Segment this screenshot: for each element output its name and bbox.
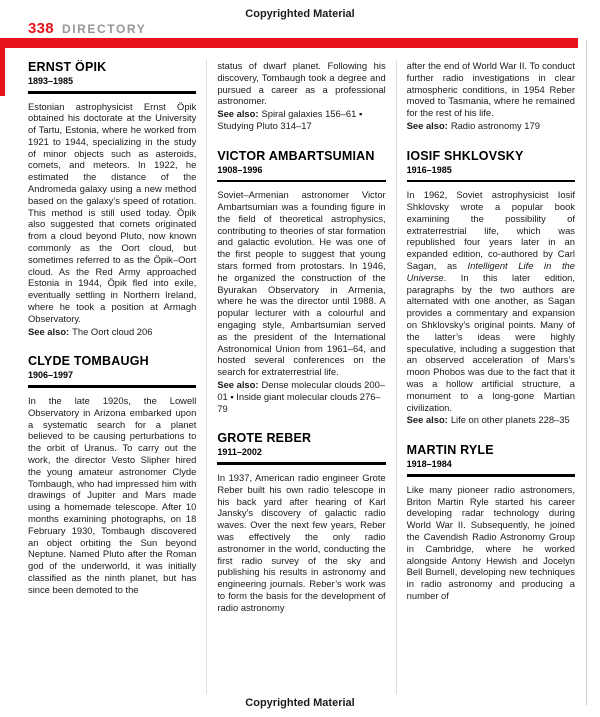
section-title: DIRECTORY — [61, 22, 147, 36]
entry-martin-ryle — [407, 443, 575, 601]
copyright-notice-bottom: Copyrighted Material — [245, 697, 355, 709]
entry-title: VICTOR AMBARTSUMIAN — [217, 148, 375, 163]
see-also-refs: Dense molecular clouds 200–01 ▪ Inside giant molecular clouds 276–79 — [217, 379, 386, 414]
entry-body: Like many pioneer radio astronomers, Briton Martin Ryle started his career developing radar technology during World War II. Subsequently, he joined the Cavendish Radio Astronomy Group in Cambridge, where he worked alongside Antony Hewish and Jocelyn Bell Burnell, developing new techniques in radio astronomy and producing a number of — [406, 483, 575, 601]
entry-dates: 1911–2002 — [217, 447, 262, 458]
see-also-label: See also: — [28, 325, 70, 337]
entry-body-continued: status of dwarf planet. Following his discovery, Tombaugh took a degree and pursued a career as a professional astronomer. — [217, 60, 386, 107]
entry-body: Estonian astrophysicist Ernst Öpik obtained his doctorate at the University of Tartu, Estonia, where he worked from 1921 to 1944, specializing in the study of minor objects such as asteroids, comets, and meteors. In 1922, he estimated the distance of the Andromeda galaxy using a new method based on the galaxy’s speed of rotation. This method is still used today. Öpik also suggested that comets originated from a cloud beyond Pluto, now known commonly as the Oort cloud, but sometimes referred to as the Öpik–Oort cloud. As the Red Army approached Estonia in 1944, Öpik fled into exile, eventually settling in Northern Ireland, where he took a position at Armagh Observatory. — [28, 100, 197, 324]
see-also-refs: Radio astronomy 179 — [450, 119, 540, 131]
see-also-refs: Life on other planets 228–35 — [450, 414, 570, 426]
entry-dates: 1906–1997 — [28, 370, 74, 381]
entry-dates: 1916–1985 — [406, 164, 452, 175]
entry-dates: 1893–1985 — [28, 76, 74, 86]
entry-body: Soviet–Armenian astronomer Victor Ambartsumian was a founding figure in the field of theoretical astrophysics, contributing to theories of star formation and galactic evolution. He was one of the first people to suggest that young stars formed from protostars. In 1946, he organized the construction of the Byurakan Observatory in Armenia, where he was the director until 1988. A popular lecturer with a colourful and engaging style, Ambartsumian served as the president of the International Astronomical Union from 1961–64, and hosted several conferences on the search for extraterrestrial life. — [217, 189, 386, 378]
entry-rule — [407, 180, 575, 183]
entry-body — [407, 189, 575, 413]
see-also — [407, 414, 575, 426]
column-3 — [396, 60, 575, 694]
entry-title: GROTE REBER — [217, 431, 312, 446]
see-also-label: See also: — [217, 108, 259, 120]
column-2 — [206, 60, 395, 694]
entry-title: MARTIN RYLE — [406, 443, 494, 458]
column-1 — [28, 60, 206, 694]
entry-grote-reber-continued — [407, 60, 575, 132]
see-also-refs: Spiral galaxies 156–61 ▪ Studying Pluto 314–17 — [217, 108, 363, 131]
entry-clyde-tombaugh-continued — [217, 60, 385, 132]
entry-body: In 1937, American radio engineer Grote Reber built his own radio telescope in his back yard after hearing of Karl Jansky’s discovery of galactic radio waves. Over the next few years, Reber was effectively the only radio astronomer in the world, conducting the first radio survey of the sky and publishing his results in astronomy and engineering journals. Reber’s work was to form the basis for the development of radio astronomy — [217, 471, 386, 613]
see-also — [28, 326, 196, 338]
see-also-label: See also: — [406, 414, 448, 426]
entry-grote-reber — [217, 431, 385, 613]
page-header — [28, 20, 146, 37]
entry-rule — [407, 474, 575, 477]
entry-title: CLYDE TOMBAUGH — [28, 354, 149, 369]
entry-body-part1: In 1962, Soviet astrophysicist Iosif Shklovsky wrote a popular book examining the possibility of extraterrestrial life, which was republished four years later in an expanded edition, co-authored by Carl Sagan, as — [406, 189, 575, 272]
entry-ernst-opik — [28, 60, 196, 337]
see-also — [217, 379, 385, 414]
entry-rule — [217, 462, 385, 465]
entry-dates: 1918–1984 — [406, 459, 452, 470]
entry-body-continued: after the end of World War II. To conduct further radio investigations in clear atmospheric conditions, in 1954 Reber moved to Tasmania, where he remained for the rest of his life. — [406, 60, 575, 119]
see-also — [407, 120, 575, 132]
entry-clyde-tombaugh — [28, 354, 196, 595]
entry-dates: 1908–1996 — [217, 164, 263, 175]
text-columns — [28, 60, 575, 694]
see-also-label: See also: — [406, 119, 448, 131]
entry-victor-ambartsumian — [217, 149, 385, 415]
copyright-notice-top: Copyrighted Material — [245, 8, 355, 20]
red-edge-bar — [0, 38, 5, 96]
entry-body-book-title: Intelligent Life in the Universe — [406, 260, 575, 283]
see-also-refs: The Oort cloud 206 — [72, 325, 153, 337]
entry-body-part2: . In this later edition, paragraphs by the two authors are alternated with one another, as Sagan provides a commentary and expansion on Shklovsky’s original points. Many of the latter’s ideas were highly speculative, including a suggestion that an observed acceleration of Mars’s moon Phobos was due to the fact that it was a hollow artificial structure, a monument to a long-gone Martian civilization. — [406, 271, 575, 413]
entry-iosif-shklovsky — [407, 149, 575, 426]
page-number: 338 — [28, 20, 54, 37]
entry-rule — [28, 91, 196, 94]
entry-title: IOSIF SHKLOVSKY — [406, 148, 524, 163]
entry-rule — [28, 385, 196, 388]
entry-body: In the late 1920s, the Lowell Observatory in Arizona embarked upon a systematic search for a planet believed to be causing perturbations to the orbit of Uranus. To carry out the work, the director Vesto Slipher hired the young amateur astronomer Clyde Tombaugh, who had impressed him with drawings of Jupiter and Mars made using a homemade telescope. After 10 months examining photographs, on 18 February 1930, Tombaugh discovered an object orbiting the Sun beyond Neptune. Named Pluto after the Roman god of the underworld, it was initially classified as the ninth planet, but has since been demoted to the — [28, 394, 197, 595]
see-also-label: See also: — [217, 379, 259, 391]
page-edge-line — [586, 40, 587, 705]
entry-title: ERNST ÖPIK — [28, 60, 107, 74]
entry-rule — [217, 180, 385, 183]
red-header-bar — [0, 38, 578, 48]
see-also — [217, 108, 385, 132]
